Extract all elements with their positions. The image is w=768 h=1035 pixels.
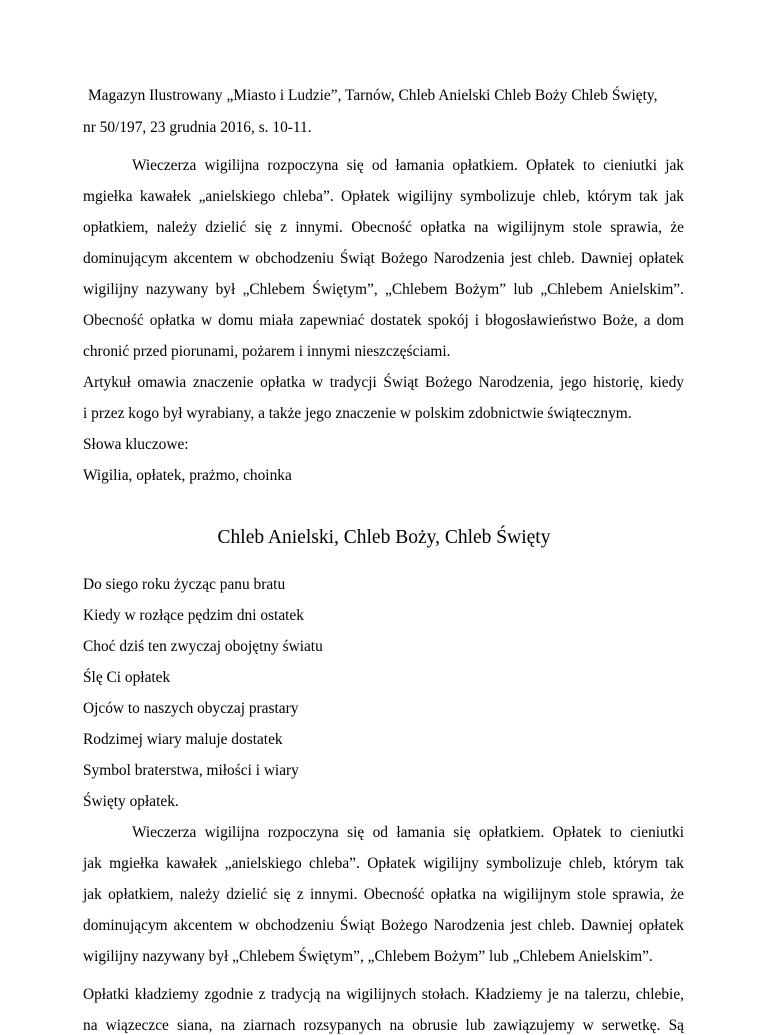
abstract-line: i przez kogo był wyrabiany, a także jego znaczenie w polskim zdobnictwie świątecznym. [83,405,632,422]
poem-line: Symbol braterstwa, miłości i wiary [83,762,299,779]
body-line: dominującym akcentem w obchodzeniu Świąt Bożego Narodzenia jest chleb. Dawniej opłatek [83,917,684,934]
keywords-list: Wigilia, opłatek, prażmo, choinka [83,467,292,484]
body-line: Opłatki kładziemy zgodnie z tradycją na wigilijnych stołach. Kładziemy je na talerzu, chlebie, [83,986,684,1003]
body-line: Wieczerza wigilijna rozpoczyna się od łamania się opłatkiem. Opłatek to cieniutki [132,824,684,841]
abstract-line: mgiełka kawałek „anielskiego chleba”. Opłatek wigilijny symbolizuje chleb, którym tak jak [83,188,684,205]
body-line: jak mgiełka kawałek „anielskiego chleba”. Opłatek wigilijny symbolizuje chleb, którym tak [83,855,684,872]
abstract-line: wigilijny nazywany był „Chlebem Świętym”, „Chlebem Bożym” lub „Chlebem Anielskim”. [83,281,684,298]
abstract-line: Artykuł omawia znaczenie opłatka w tradycji Świąt Bożego Narodzenia, jego historię, kiedy [83,374,684,391]
abstract-line: Wieczerza wigilijna rozpoczyna się od łamania opłatkiem. Opłatek to cieniutki jak [132,157,684,174]
abstract-line: opłatkiem, należy dzielić się z innymi. Obecność opłatka na wigilijnym stole sprawia, że [83,219,684,236]
citation-line-2: nr 50/197, 23 grudnia 2016, s. 10-11. [83,119,312,136]
body-line: wigilijny nazywany był „Chlebem Świętym”, „Chlebem Bożym” lub „Chlebem Anielskim”. [83,948,653,965]
abstract-line: dominującym akcentem w obchodzeniu Świąt Bożego Narodzenia jest chleb. Dawniej opłatek [83,250,684,267]
keywords-label: Słowa kluczowe: [83,436,189,453]
body-line: jak opłatkiem, należy dzielić się z innymi. Obecność opłatka na wigilijnym stole sprawia, że [83,886,684,903]
poem-line: Choć dziś ten zwyczaj obojętny światu [83,638,323,655]
article-title: Chleb Anielski, Chleb Boży, Chleb Święty [217,527,551,548]
poem-line: Ślę Ci opłatek [83,669,171,686]
poem-line: Do siego roku życząc panu bratu [83,576,286,593]
citation-line-1: Magazyn Ilustrowany „Miasto i Ludzie”, Tarnów, Chleb Anielski Chleb Boży Chleb Święty, [88,87,658,104]
abstract-line: chronić przed piorunami, pożarem i innymi nieszczęściami. [83,343,451,360]
poem-line: Ojców to naszych obyczaj prastary [83,700,299,717]
abstract-line: Obecność opłatka w domu miała zapewniać dostatek spokój i błogosławieństwo Boże, a dom [83,312,684,329]
body-line: na wiązeczce siana, na ziarnach rozsypanych na obrusie lub zawiązujemy w serwetkę. Są [83,1017,684,1034]
poem-line: Rodzimej wiary maluje dostatek [83,731,283,748]
poem-line: Kiedy w rozłące pędzim dni ostatek [83,607,304,624]
poem-line: Święty opłatek. [83,793,179,810]
